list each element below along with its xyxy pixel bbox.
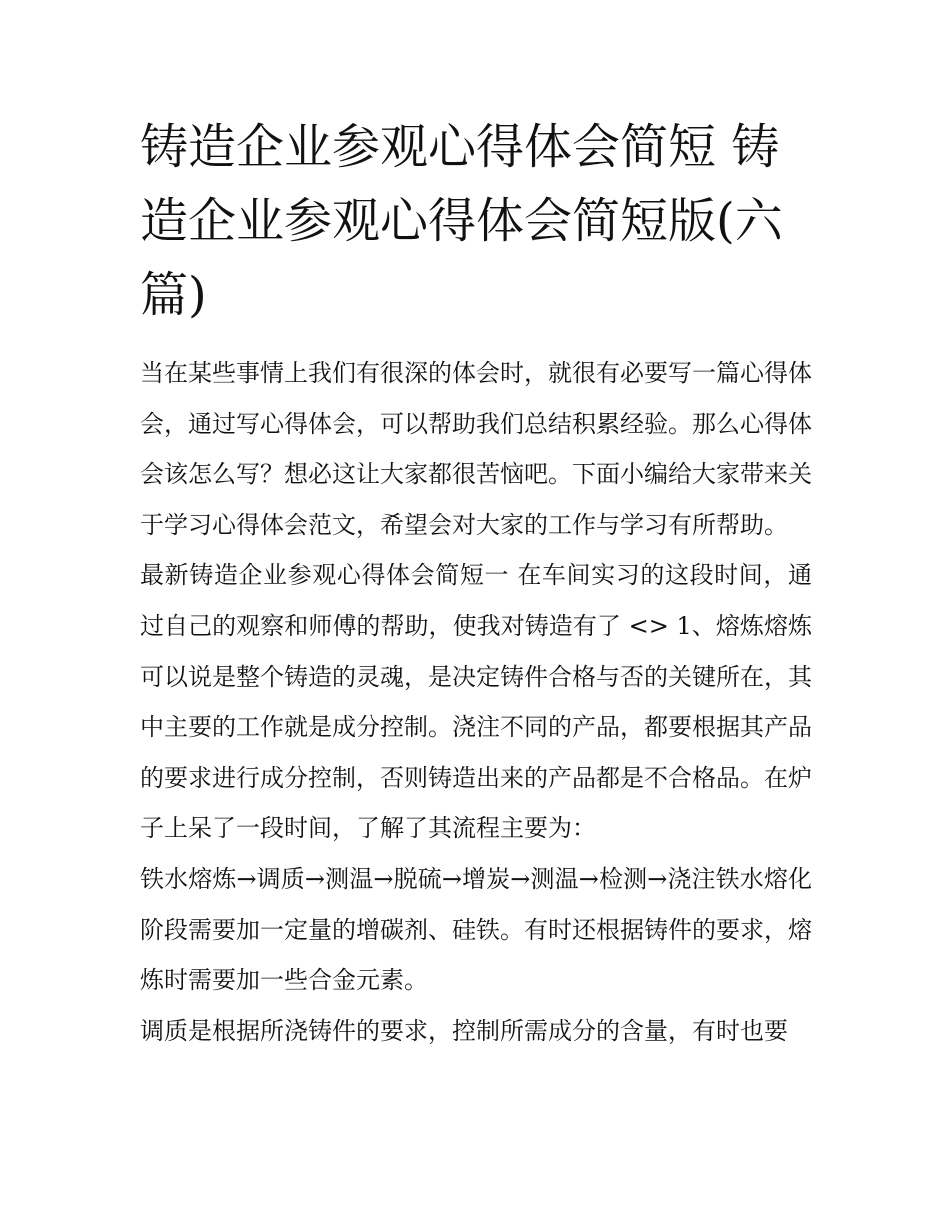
paragraph-smelting: 最新铸造企业参观心得体会简短一 在车间实习的这段时间，通过自己的观察和师傅的帮助，使我对铸造有了 <> 1、熔炼熔炼可以说是整个铸造的灵魂，是决定铸件合格与否的关键所在，其中主要的工作就是成分控制。浇注不同的产品，都要根据其产品的要求进行成分控制，否则铸造出来的产品都是不合格品。在炉子上呆了一段时间，了解了其流程主要为： — [140, 561, 812, 843]
document-title: 铸造企业参观心得体会简短 铸造企业参观心得体会简短版(六篇) — [140, 119, 783, 323]
paragraph-intro: 当在某些事情上我们有很深的体会时，就很有必要写一篇心得体会，通过写心得体会，可以帮助我们总结积累经验。那么心得体会该怎么写？想必这让大家都很苦恼吧。下面小编给大家带来关于学习心得体会范文，希望会对大家的工作与学习有所帮助。 — [140, 359, 812, 539]
paragraph-tempering: 调质是根据所浇铸件的要求，控制所需成分的含量，有时也要 — [140, 1016, 788, 1045]
document-page — [140, 110, 812, 1056]
paragraph-process-flow: 铁水熔炼→调质→测温→脱硫→增炭→测温→检测→浇注铁水熔化阶段需要加一定量的增碳剂、硅铁。有时还根据铸件的要求，熔炼时需要加一些合金元素。 — [140, 864, 812, 995]
